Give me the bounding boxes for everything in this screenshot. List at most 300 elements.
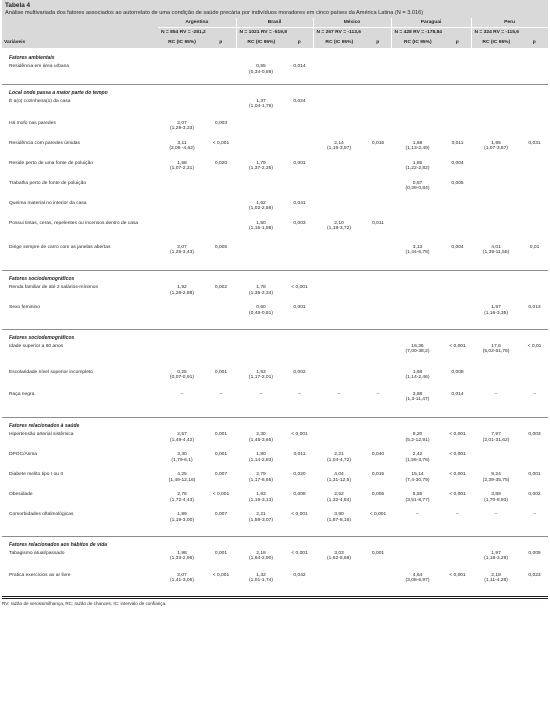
confidence-interval: (1,49-4,42): [170, 437, 194, 443]
odds-ratio-cell: [391, 551, 444, 573]
odds-ratio-value: 15,14: [411, 472, 424, 477]
table-row: [2, 452, 548, 472]
table-row: [2, 161, 548, 181]
odds-ratio-cell: [391, 201, 444, 221]
p-value-cell: 0,005: [214, 244, 228, 250]
confidence-interval: (1,33-2,96): [170, 556, 194, 561]
odds-ratio-cell: [236, 512, 286, 536]
odds-ratio-value: 2,21: [256, 512, 266, 517]
confidence-interval: (1,13-2,49): [405, 146, 430, 151]
p-value-cell: [206, 201, 236, 221]
table-row: [2, 344, 548, 370]
odds-ratio-value: 9,24: [491, 472, 501, 477]
odds-ratio-cell: [391, 64, 444, 84]
p-value-cell: [365, 181, 391, 201]
odds-ratio-value: 2,30: [256, 432, 266, 437]
p-value-cell: < 0,001: [291, 432, 308, 437]
odds-ratio-cell: [313, 64, 365, 84]
confidence-interval: (0,34-0,89): [249, 69, 273, 75]
p-value-cell: < 0,001: [212, 140, 230, 146]
p-value-cell: [206, 99, 236, 121]
p-value-cell: [286, 181, 313, 201]
odds-ratio-cell: [236, 64, 286, 84]
odds-ratio-cell: [391, 432, 444, 452]
section-heading: Local onde passa a maior parte do tempo: [2, 84, 548, 99]
odds-ratio-value: 1,89: [177, 512, 187, 517]
confidence-interval: (1,14-2,46): [405, 375, 430, 380]
odds-ratio-value: 7,97: [491, 432, 501, 437]
confidence-interval: (1,15-3,97): [327, 146, 351, 151]
odds-ratio-value: 5,55: [412, 492, 423, 497]
odds-ratio-cell: [158, 285, 206, 305]
p-value-cell: [444, 201, 471, 221]
p-value-cell: [444, 551, 471, 573]
odds-ratio-value: –: [180, 391, 184, 397]
table-row: [2, 181, 548, 201]
confidence-interval: (1,32-4,84): [327, 497, 351, 503]
row-label: Sexo feminino: [9, 305, 40, 310]
odds-ratio-value: –: [416, 512, 419, 517]
confidence-interval: (2,39-35,75): [482, 477, 510, 483]
p-value-cell: < 0,001: [291, 285, 308, 290]
confidence-interval: (1,14-2,83): [249, 457, 273, 463]
odds-ratio-value: 2,14: [334, 140, 344, 146]
odds-ratio-value: 0,25: [177, 369, 187, 375]
confidence-interval: (1,25-3,43): [170, 250, 194, 255]
odds-ratio-cell: [236, 472, 286, 492]
odds-ratio-cell: [471, 201, 521, 221]
odds-ratio-cell: [158, 305, 206, 329]
odds-ratio-value: 0,57: [412, 180, 423, 186]
odds-ratio-value: 1,98: [177, 550, 187, 556]
header-blank: [2, 18, 158, 28]
odds-ratio-value: 2,07: [177, 244, 187, 250]
odds-ratio-value: 1,53: [256, 369, 266, 375]
odds-ratio-value: 3,89: [491, 492, 501, 497]
country-stats: N = 854 RV = -281,2: [158, 28, 236, 38]
table-row: [2, 512, 548, 536]
p-value-cell: [365, 305, 391, 329]
p-value-cell: < 0,001: [444, 573, 471, 597]
p-value-cell: < 0,001: [369, 512, 387, 517]
p-value-cell: [365, 99, 391, 121]
p-value-cell: –: [533, 391, 536, 397]
table-row: [2, 305, 548, 329]
confidence-interval: (1,41-3,05): [170, 578, 194, 583]
p-value-cell: [521, 452, 548, 472]
p-value-cell: [206, 344, 236, 370]
p-value-cell: [521, 121, 548, 141]
odds-ratio-cell: [471, 305, 521, 329]
odds-ratio-value: 16,36: [411, 343, 424, 349]
odds-ratio-value: 0,60: [256, 305, 266, 310]
country-stats: N = 324 RV = -115,6: [471, 28, 548, 38]
p-value-cell: 0,001: [293, 305, 306, 310]
table-container: [2, 0, 548, 606]
p-value-cell: [444, 121, 471, 141]
p-value-cell: 0,014: [451, 391, 464, 397]
p-value-cell: 0,013: [528, 305, 541, 310]
p-value-cell: [365, 245, 391, 271]
country-header: Paraguai: [391, 18, 471, 28]
p-value-cell: 0,003: [293, 220, 306, 226]
odds-ratio-value: 4,04: [334, 472, 344, 477]
odds-ratio-value: 3,88: [412, 391, 423, 397]
p-value-cell: 0,015: [371, 472, 385, 477]
confidence-interval: (1,29-3,33): [170, 126, 194, 131]
confidence-interval: (1,45-3,65): [249, 437, 273, 443]
confidence-interval: (1,56-3,76): [405, 457, 430, 463]
p-value-cell: 0,020: [214, 160, 228, 166]
confidence-interval: (1,79-6,1): [171, 457, 193, 463]
odds-ratio-cell: [236, 285, 286, 305]
p-value-cell: 0,001: [214, 550, 228, 556]
confidence-interval: (1,31-12,5): [327, 477, 351, 483]
p-value-cell: 0,041: [293, 200, 306, 206]
odds-ratio-cell: [471, 221, 521, 245]
odds-ratio-cell: [313, 245, 365, 271]
confidence-interval: (0,39-0,84): [405, 186, 430, 191]
odds-ratio-cell: [313, 141, 365, 161]
odds-ratio-cell: [313, 161, 365, 181]
odds-ratio-value: 3,30: [177, 452, 187, 457]
table-footnote: RV: razão de verossimilhança, RC: razão de chances, IC: intervalo de confiança.: [2, 598, 548, 606]
odds-ratio-cell: [158, 573, 206, 597]
odds-ratio-value: 1,93: [256, 492, 266, 497]
p-value-cell: 0,020: [293, 472, 306, 477]
confidence-interval: (7,4-30,79): [405, 477, 430, 483]
row-label: Renda familiar de até 2 salários-mínimos: [9, 285, 98, 290]
odds-ratio-cell: [313, 181, 365, 201]
odds-ratio-cell: [313, 551, 365, 573]
confidence-interval: (1,22-2,82): [405, 166, 430, 171]
odds-ratio-cell: [391, 452, 444, 472]
confidence-interval: (3,51-8,77): [405, 497, 430, 503]
table-subtitle: Análise multivariada dos fatores associados ao autorrelato de uma condição de saúde precária por indivíduos moradores em cinco países da América Latina (N = 3.016): [5, 10, 424, 16]
odds-ratio-cell: [313, 492, 365, 512]
p-value-cell: 0,002: [528, 492, 541, 497]
table-row: [2, 285, 548, 305]
odds-ratio-value: 0,55: [256, 64, 266, 69]
odds-ratio-cell: [158, 181, 206, 201]
p-value-cell: < 0,001: [291, 512, 308, 517]
confidence-interval: (1,28-2,88): [170, 290, 194, 296]
country-stats: N = 428 RV = -178,84: [391, 28, 471, 38]
odds-ratio-cell: [471, 161, 521, 181]
row-label: Reside perto de uma fonte de poluição: [9, 160, 94, 166]
table-row: [2, 432, 548, 452]
p-value-cell: [521, 99, 548, 121]
p-value-cell: 0,002: [293, 369, 306, 375]
odds-ratio-cell: [391, 492, 444, 512]
confidence-interval: (7,00-38,2): [405, 349, 430, 354]
p-value-cell: < 0,01: [527, 343, 542, 349]
row-label: Residência em área urbana: [9, 64, 70, 69]
odds-ratio-cell: [471, 64, 521, 84]
odds-ratio-cell: [158, 551, 206, 573]
p-value-cell: [286, 141, 313, 161]
odds-ratio-cell: [313, 472, 365, 492]
odds-ratio-cell: [236, 141, 286, 161]
p-value-cell: 0,005: [451, 180, 464, 186]
p-value-cell: [365, 285, 391, 305]
p-value-cell: [365, 121, 391, 141]
country-header: Peru: [471, 18, 548, 28]
section-heading: Fatores sociodemográficos: [2, 271, 548, 286]
odds-ratio-value: 1,80: [256, 452, 266, 457]
confidence-interval: (3,08-6,97): [405, 578, 430, 583]
header-blank: [2, 28, 158, 38]
p-value-cell: [365, 573, 391, 597]
confidence-interval: (1,59-3,07): [249, 517, 273, 523]
confidence-interval: (1,3-11,47): [405, 397, 430, 402]
odds-ratio-value: 1,68: [412, 140, 423, 146]
odds-ratio-cell: [236, 181, 286, 201]
section-heading: Fatores relacionados aos hábitos de vida: [2, 536, 548, 551]
odds-ratio-cell: [236, 99, 286, 121]
p-value-cell: [444, 305, 471, 329]
odds-ratio-cell: [236, 121, 286, 141]
odds-ratio-value: 2,42: [412, 452, 423, 457]
p-value-cell: [444, 285, 471, 305]
row-label: Raça negra: [9, 391, 35, 397]
confidence-interval: (0,45-0,81): [249, 310, 273, 316]
odds-ratio-cell: [471, 551, 521, 573]
p-value-cell: –: [298, 391, 301, 397]
table-title: Tabela 4: [5, 2, 31, 9]
odds-ratio-cell: [313, 370, 365, 392]
table-row: [2, 64, 548, 84]
p-value-cell: < 0,001: [206, 573, 236, 597]
p-value-cell: [365, 344, 391, 370]
row-label: Trabalha perto de fonte de poluição: [9, 180, 87, 186]
p-value-cell: < 0,001: [449, 492, 466, 497]
p-value-cell: –: [376, 391, 380, 397]
column-header-p: p: [206, 37, 236, 48]
p-value-cell: 0,011: [451, 140, 464, 146]
table-row: [2, 221, 548, 245]
p-value-cell: [206, 221, 236, 245]
odds-ratio-cell: [391, 472, 444, 492]
column-header-p: p: [521, 37, 548, 48]
row-label: DPOC/Asma: [9, 452, 37, 457]
odds-ratio-cell: [471, 141, 521, 161]
odds-ratio-value: 2,18: [491, 572, 501, 578]
confidence-interval: (1,17-2,01): [249, 375, 273, 380]
p-value-cell: 0,01: [529, 244, 540, 250]
column-header-variaveis: Variáveis: [2, 37, 158, 48]
p-value-cell: [521, 221, 548, 245]
odds-ratio-value: 2,79: [256, 472, 266, 477]
odds-ratio-value: 2,76: [177, 492, 187, 497]
confidence-interval: (2,09 -4,62): [169, 146, 195, 151]
p-value-cell: 0,007: [214, 512, 228, 517]
p-value-cell: [365, 201, 391, 221]
odds-ratio-cell: [236, 573, 286, 597]
confidence-interval: (1,70-8,93): [484, 497, 508, 503]
row-label: Obesidade: [9, 492, 33, 497]
odds-ratio-cell: [391, 99, 444, 121]
table-row: [2, 573, 548, 597]
p-value-cell: 0,001: [214, 432, 228, 437]
odds-ratio-cell: [313, 201, 365, 221]
confidence-interval: (1,39-11,55): [482, 250, 510, 255]
odds-ratio-cell: [313, 99, 365, 121]
column-header-p: p: [286, 37, 313, 48]
country-header: México: [313, 18, 391, 28]
odds-ratio-cell: [158, 221, 206, 245]
odds-ratio-value: 3,11: [177, 140, 187, 146]
confidence-interval: (1,49-12,16): [168, 477, 196, 483]
odds-ratio-cell: [471, 492, 521, 512]
section-heading: Fatores ambientais: [9, 55, 55, 61]
odds-ratio-value: 2,07: [177, 572, 187, 578]
odds-ratio-value: 1,92: [177, 285, 187, 290]
p-value-cell: 0,011: [293, 452, 306, 457]
p-value-cell: 0,001: [371, 550, 385, 556]
row-label: Dirige sempre de carro com as janelas abertas: [9, 244, 111, 250]
p-value-cell: 0,031: [528, 140, 541, 146]
column-header-rc: RC (IC 95%): [471, 37, 521, 48]
row-label: Pratica exercícios ao ar livre: [2, 573, 158, 597]
p-value-cell: 0,024: [293, 98, 306, 104]
odds-ratio-cell: [158, 512, 206, 536]
odds-ratio-cell: [236, 344, 286, 370]
confidence-interval: (1,04-1,79): [249, 104, 273, 109]
column-header-rc: RC (IC 95%): [391, 37, 444, 48]
p-value-cell: [286, 121, 313, 141]
p-value-cell: 0,007: [214, 472, 228, 477]
confidence-interval: (1,19-3,00): [170, 517, 194, 523]
p-value-cell: 0,008: [293, 492, 306, 497]
odds-ratio-cell: [158, 344, 206, 370]
confidence-interval: (1,44-6,78): [405, 250, 430, 255]
odds-ratio-cell: [471, 344, 521, 370]
p-value-cell: [365, 161, 391, 181]
p-value-cell: 0,004: [451, 244, 464, 250]
p-value-cell: < 0,001: [449, 452, 466, 457]
p-value-cell: [365, 432, 391, 452]
row-label: Queima material no interior da casa: [9, 200, 87, 206]
p-value-cell: [286, 344, 313, 370]
odds-ratio-cell: [391, 285, 444, 305]
table-row: [2, 141, 548, 161]
odds-ratio-value: –: [494, 391, 498, 397]
p-value-cell: 0,003: [214, 120, 228, 126]
odds-ratio-cell: [158, 452, 206, 472]
odds-ratio-cell: [391, 305, 444, 329]
p-value-cell: [521, 161, 548, 181]
row-label: Hipertensão arterial sistêmica: [9, 432, 74, 437]
p-value-cell: [206, 305, 236, 329]
odds-ratio-cell: [158, 492, 206, 512]
p-value-cell: < 0,001: [212, 492, 230, 497]
confidence-interval: (1,18-3,29): [484, 556, 508, 561]
column-header-rc: RC (IC 95%): [313, 37, 365, 48]
odds-ratio-cell: [471, 432, 521, 452]
confidence-interval: (1,04-4,72): [327, 457, 351, 463]
column-header-rc: RC (IC 95%): [158, 37, 206, 48]
odds-ratio-cell: [236, 161, 286, 181]
table-row: [2, 245, 548, 271]
column-header-rc: RC (IC 95%): [236, 37, 286, 48]
odds-ratio-cell: [471, 245, 521, 271]
odds-ratio-value: 3,90: [334, 512, 344, 517]
odds-ratio-value: 17,6: [491, 343, 501, 349]
odds-ratio-cell: [391, 161, 444, 181]
p-value-cell: [521, 181, 548, 201]
odds-ratio-cell: [236, 201, 286, 221]
odds-ratio-cell: [313, 285, 365, 305]
p-value-cell: [444, 99, 471, 121]
odds-ratio-cell: [236, 392, 286, 418]
p-value-cell: 0,040: [371, 452, 385, 457]
odds-ratio-cell: [391, 344, 444, 370]
confidence-interval: (1,72-4,43): [170, 497, 194, 503]
p-value-cell: [365, 370, 391, 392]
odds-ratio-cell: [313, 392, 365, 418]
confidence-interval: (1,15-1,98): [249, 226, 273, 231]
p-value-cell: 0,016: [371, 140, 385, 146]
odds-ratio-cell: [236, 305, 286, 329]
confidence-interval: (1,19-3,13): [249, 497, 273, 503]
odds-ratio-cell: [158, 370, 206, 392]
confidence-interval: (0,07-0,91): [170, 375, 194, 380]
table-row: [2, 392, 548, 418]
confidence-interval: (1,87-8,16): [327, 517, 351, 523]
p-value-cell: –: [456, 512, 459, 517]
table-row: [2, 370, 548, 392]
table-row: [2, 472, 548, 492]
p-value-cell: 0,004: [451, 160, 464, 166]
confidence-interval: (2,01-31,62): [482, 437, 510, 443]
odds-ratio-value: 8,20: [412, 432, 423, 437]
odds-ratio-cell: [391, 245, 444, 271]
table-caption: [2, 0, 548, 18]
p-value-cell: 0,023: [521, 573, 548, 597]
p-value-cell: 0,005: [371, 492, 385, 497]
section-heading: Fatores relacionados à saúde: [2, 418, 548, 433]
p-value-cell: [286, 245, 313, 271]
column-header-p: p: [365, 37, 391, 48]
odds-ratio-cell: [391, 392, 444, 418]
odds-ratio-cell: [236, 551, 286, 573]
odds-ratio-value: 1,37: [256, 98, 266, 104]
odds-ratio-value: 2,07: [177, 120, 187, 126]
odds-ratio-cell: [158, 392, 206, 418]
p-value-cell: 0,014: [293, 64, 306, 69]
p-value-cell: –: [219, 391, 223, 397]
odds-ratio-cell: [391, 370, 444, 392]
odds-ratio-value: 1,79: [256, 160, 266, 166]
country-stats: N = 1021 RV = -519,8: [236, 28, 313, 38]
p-value-cell: 0,001: [293, 160, 306, 166]
odds-ratio-value: 1,50: [256, 220, 266, 226]
country-header: Argentina: [158, 18, 236, 28]
table-row: [2, 121, 548, 141]
p-value-cell: [521, 370, 548, 392]
p-value-cell: 0,001: [214, 369, 228, 375]
row-label: Escolaridade nível superior incompleto: [9, 369, 94, 375]
odds-ratio-value: 1,97: [491, 305, 501, 310]
row-label: Há mofo nas paredes: [9, 120, 56, 126]
odds-ratio-value: 3,13: [412, 244, 423, 250]
odds-ratio-value: 1,68: [412, 369, 423, 375]
odds-ratio-value: 1,97: [491, 550, 501, 556]
odds-ratio-cell: [471, 99, 521, 121]
confidence-interval: (1,07-2,31): [170, 166, 194, 171]
confidence-interval: (1,11-4,28): [484, 578, 508, 583]
